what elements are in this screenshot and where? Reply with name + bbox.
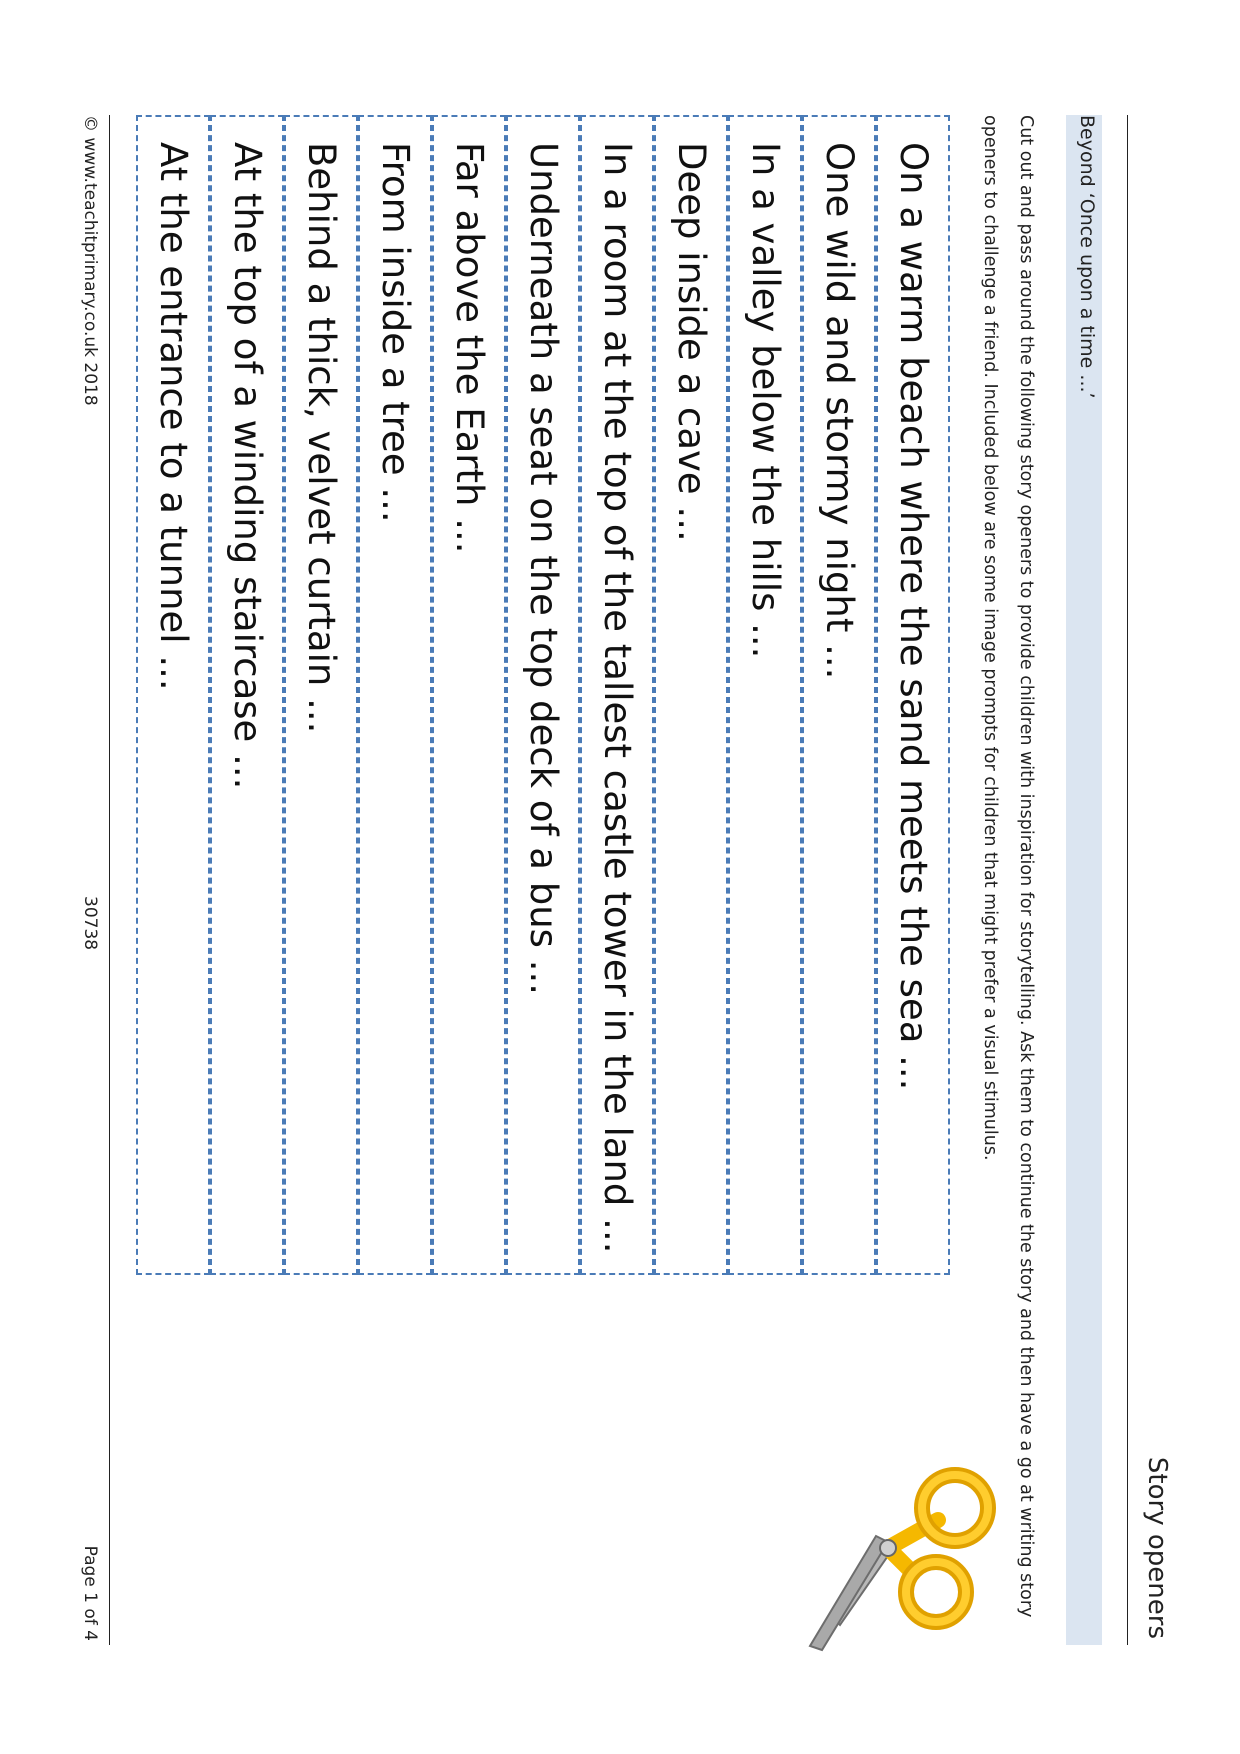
story-opener-strip	[358, 115, 432, 1275]
story-opener-text: At the entrance to a tunnel ...	[152, 142, 195, 691]
scissors-icon	[770, 1450, 1000, 1670]
story-opener-strip	[876, 115, 950, 1275]
story-opener-text: Deep inside a cave ...	[670, 142, 713, 542]
instructions-text: Cut out and pass around the following story openers to provide children with inspiration for storytelling. Ask them to continue the story and then have a go at writing story openers to challenge a friend. Included below are some image prompts for children that might prefer a visual stimulus.	[980, 115, 1036, 1618]
story-opener-text: In a room at the top of the tallest castle tower in the land ...	[596, 142, 639, 1254]
story-opener-strip	[506, 115, 580, 1275]
story-opener-text: In a valley below the hills ...	[744, 142, 787, 659]
story-opener-text: Underneath a seat on the top deck of a bus ...	[522, 142, 565, 995]
story-opener-strip	[580, 115, 654, 1275]
story-opener-strip	[802, 115, 876, 1275]
story-opener-strip	[284, 115, 358, 1275]
footer-page-number: Page 1 of 4	[80, 1545, 100, 1641]
header-rule	[1127, 115, 1128, 1645]
story-opener-text: Behind a thick, velvet curtain ...	[300, 142, 343, 734]
footer-copyright: © www.teachitprimary.co.uk 2018	[80, 115, 100, 406]
story-opener-text: Far above the Earth ...	[448, 142, 491, 554]
footer-resource-code: 30738	[80, 896, 100, 951]
story-opener-strip	[654, 115, 728, 1275]
story-opener-text: One wild and stormy night ...	[818, 142, 861, 680]
story-opener-strip	[136, 115, 210, 1275]
story-opener-strip	[432, 115, 506, 1275]
section-title: Beyond ‘Once upon a time ...’	[1076, 115, 1098, 399]
document-title: Story openers	[1142, 1456, 1172, 1639]
story-opener-strip	[728, 115, 802, 1275]
story-opener-text: At the top of a winding staircase ...	[226, 142, 269, 790]
story-opener-strips	[135, 115, 950, 1275]
footer-rule	[109, 115, 110, 1645]
story-opener-text: On a warm beach where the sand meets the sea ...	[892, 142, 935, 1091]
story-opener-text: From inside a tree ...	[374, 142, 417, 523]
story-opener-strip	[210, 115, 284, 1275]
section-band	[1066, 115, 1102, 1645]
